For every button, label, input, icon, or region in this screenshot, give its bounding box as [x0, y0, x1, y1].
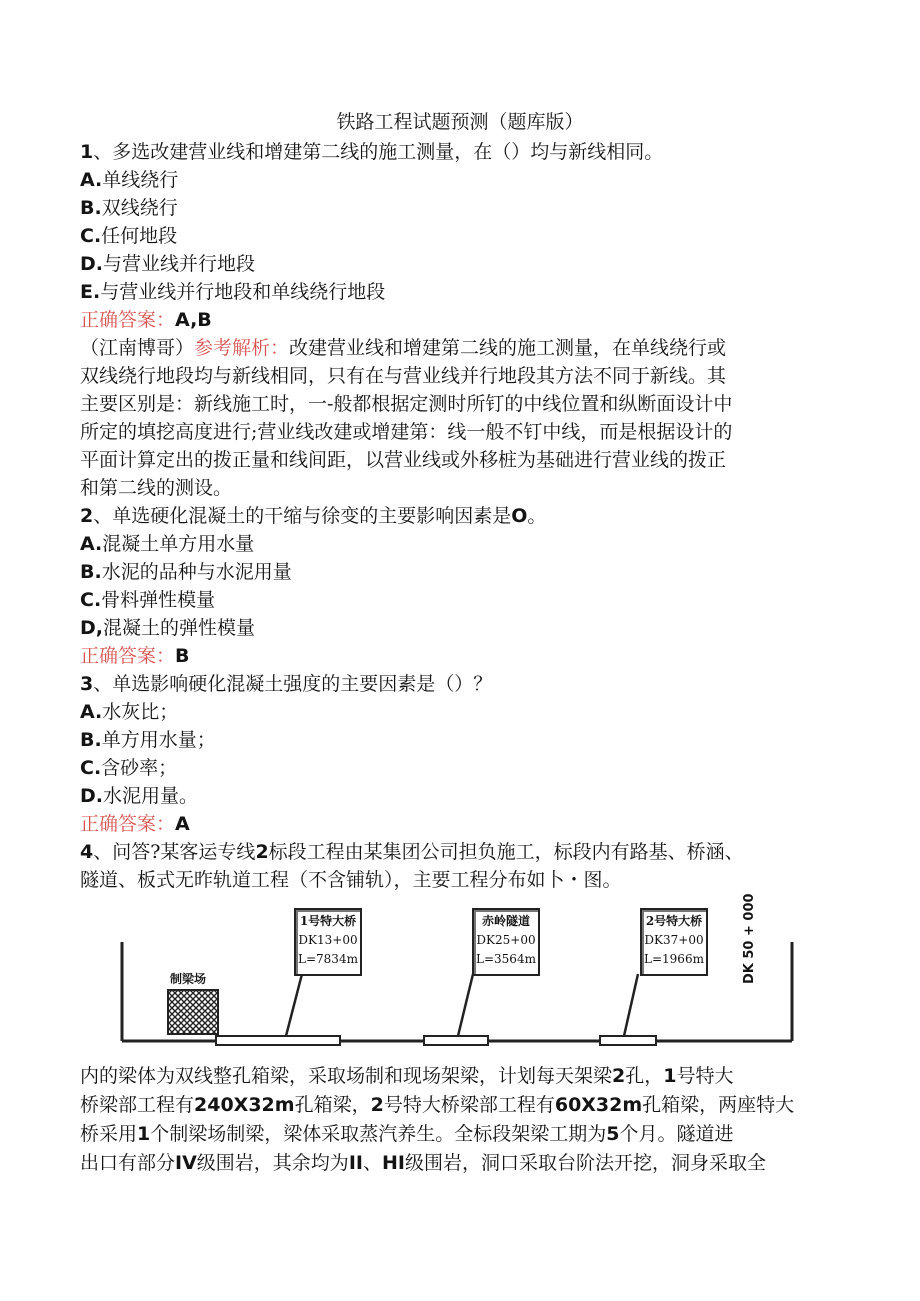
q2-option-a: A.混凝土单方用水量: [80, 533, 255, 555]
question-4-stem-line-2: 隧道、板式无昨轨道工程（不含铺轨），主要工程分布如卜・图。: [80, 869, 622, 891]
q1-analysis-line-2: 双线绕行地段均与新线相同，只有在与营业线并行地段其方法不同于新线。其: [80, 365, 727, 387]
analysis-label: 参考解析：: [194, 337, 290, 359]
project-layout-diagram: [118, 893, 808, 1060]
q4-body-line-2: 桥梁部工程有240X32m孔箱梁，2号特大桥梁部工程有60X32m孔箱梁，两座特大: [80, 1094, 795, 1116]
q3-option-d: D.水泥用量。: [80, 785, 199, 807]
q4-body-line-3: 桥采用1个制梁场制梁，梁体采取蒸汽养生。全标段架梁工期为5个月。隧道进: [80, 1123, 734, 1145]
q3-answer: 正确答案：A: [80, 813, 190, 835]
tunnel-leader: [458, 974, 473, 1036]
q1-option-a: A.单线绕行: [80, 169, 179, 191]
q3-option-a: A.水灰比；: [80, 701, 179, 723]
answer-value: A: [175, 813, 190, 835]
question-3-stem: 3、单选影响硬化混凝土强度的主要因素是（）？: [80, 673, 493, 695]
bridge-1-segment: [216, 1036, 340, 1045]
beam-yard-block: [168, 990, 218, 1034]
beam-yard-label: 制梁场: [170, 972, 207, 986]
bridge-1-label-box: 1号特大桥 DK13+00 L=7834m: [294, 908, 362, 976]
q2-option-d: D,混凝土的弹性模量: [80, 617, 256, 639]
q1-analysis-line-5: 平面计算定出的拨正量和线间距，以营业线或外移桩为基础进行营业线的拨正: [80, 449, 727, 471]
document-title: 铁路工程试题预测（题库版）: [336, 111, 584, 133]
q4-body-line-4: 出口有部分IV级围岩，其余均为II、HI级围岩，洞口采取台阶法开挖，洞身采取全: [80, 1152, 766, 1174]
question-1-stem: 1、多选改建营业线和增建第二线的施工测量，在（）均与新线相同。: [80, 141, 664, 163]
q1-option-e: E.与营业线并行地段和单线绕行地段: [80, 281, 386, 303]
bridge-2-segment: [600, 1036, 656, 1045]
q4-body-line-1: 内的梁体为双线整孔箱梁，采取场制和现场架梁，计划每天架梁2孔，1号特大: [80, 1065, 734, 1087]
answer-value: B: [175, 645, 190, 667]
answer-value: A,B: [175, 309, 212, 331]
q2-option-c: C.骨料弹性模量: [80, 589, 216, 611]
bridge-2-leader: [624, 974, 638, 1036]
q1-analysis-line-1: （江南博哥）参考解析：改建营业线和增建第二线的施工测量，在单线绕行或: [80, 337, 727, 359]
question-4-stem: 4、问答?某客运专线2标段工程由某集团公司担负施工，标段内有路基、桥涵、: [80, 841, 744, 863]
question-number: 1: [80, 141, 94, 163]
end-station-label: DK 50 + 000: [742, 893, 757, 984]
q1-answer: 正确答案：A,B: [80, 309, 212, 331]
q1-option-d: D.与营业线并行地段: [80, 253, 256, 275]
q2-option-b: B.水泥的品种与水泥用量: [80, 561, 292, 583]
q1-option-c: C.任何地段: [80, 225, 178, 247]
bridge-1-leader: [286, 974, 302, 1036]
q1-option-b: B.双线绕行: [80, 197, 178, 219]
question-text: 多选改建营业线和增建第二线的施工测量，在（）均与新线相同。: [112, 141, 664, 163]
q3-option-c: C.含砂率；: [80, 757, 178, 779]
q1-analysis-line-6: 和第二线的测设。: [80, 477, 233, 499]
q1-analysis-line-4: 所定的填挖高度进行;营业线改建或增建第：线一般不钉中线，而是根据设计的: [80, 421, 733, 443]
q3-option-b: B.单方用水量；: [80, 729, 216, 751]
q1-analysis-line-3: 主要区别是：新线施工时，一-般都根据定测时所钉的中线位置和纵断面设计中: [80, 393, 733, 415]
tunnel-segment: [424, 1036, 488, 1045]
tunnel-label-box: 赤岭隧道 DK25+00 L=3564m: [472, 908, 540, 976]
question-2-stem: 2、单选硬化混凝土的干缩与徐变的主要影响因素是O。: [80, 505, 547, 527]
q2-answer: 正确答案：B: [80, 645, 190, 667]
bridge-2-label-box: 2号特大桥 DK37+00 L=1966m: [640, 908, 708, 976]
